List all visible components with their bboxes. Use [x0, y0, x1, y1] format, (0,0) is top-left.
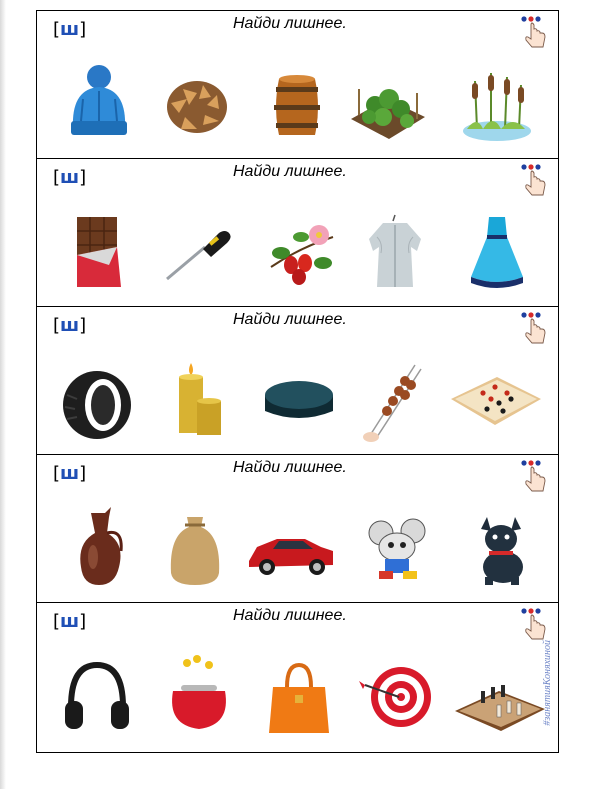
task-title: Найди лишнее. [233, 15, 347, 32]
marker-bracket-open: [ [53, 611, 61, 632]
garden-bed-picture[interactable] [347, 59, 427, 149]
car-picture[interactable] [243, 503, 339, 593]
sound-marker [53, 19, 86, 40]
tire-picture[interactable] [57, 355, 137, 445]
task-title: Найди лишнее. [233, 163, 347, 180]
page-edge [0, 0, 6, 789]
knit-hat-picture[interactable] [59, 59, 139, 149]
picture-row [37, 355, 558, 451]
cartoon-mouse-picture[interactable] [357, 503, 437, 593]
picture-row [37, 503, 558, 599]
exercise-card-2 [37, 159, 558, 307]
hand-pointer-icon [518, 163, 548, 197]
marker-bracket-open: [ [53, 19, 61, 40]
marker-bracket-close: ] [79, 315, 87, 336]
cartoon-dog-picture[interactable] [461, 503, 541, 593]
hand-pointer-icon [518, 311, 548, 345]
dress-picture[interactable] [457, 207, 537, 297]
target-picture[interactable] [355, 651, 435, 741]
marker-sound: ш [60, 315, 80, 336]
chocolate-bar-picture[interactable] [59, 207, 139, 297]
marker-bracket-close: ] [79, 611, 87, 632]
task-title: Найди лишнее. [233, 459, 347, 476]
barrel-picture[interactable] [257, 59, 337, 149]
marker-sound: ш [60, 463, 80, 484]
exercise-card-3 [37, 307, 558, 455]
marker-sound: ш [60, 19, 80, 40]
task-title: Найди лишнее. [233, 607, 347, 624]
marker-bracket-close: ] [79, 463, 87, 484]
exercise-card-1 [37, 11, 558, 159]
rosehip-branch-picture[interactable] [261, 207, 341, 297]
watermark-text: #занятияКоняхиной [542, 640, 553, 726]
purse-picture[interactable] [159, 651, 239, 741]
marker-bracket-open: [ [53, 315, 61, 336]
chess-board-picture[interactable] [451, 651, 547, 741]
hand-pointer-icon [518, 15, 548, 49]
sound-marker [53, 611, 86, 632]
picture-row [37, 207, 558, 303]
hand-pointer-icon [518, 607, 548, 641]
candles-picture[interactable] [161, 355, 241, 445]
picture-row [37, 59, 558, 155]
screwdriver-picture[interactable] [159, 207, 239, 297]
worksheet-frame [36, 10, 559, 753]
jug-picture[interactable] [61, 503, 141, 593]
exercise-card-5 [37, 603, 558, 751]
sound-marker [53, 463, 86, 484]
task-title: Найди лишнее. [233, 311, 347, 328]
pine-cone-picture[interactable] [157, 59, 237, 149]
picture-row [37, 651, 558, 747]
exercise-card-4 [37, 455, 558, 603]
marker-bracket-close: ] [79, 167, 87, 188]
headphones-picture[interactable] [57, 651, 137, 741]
marker-bracket-open: [ [53, 463, 61, 484]
handbag-picture[interactable] [259, 651, 339, 741]
checkers-board-picture[interactable] [447, 355, 543, 445]
hockey-puck-picture[interactable] [259, 355, 339, 445]
marker-bracket-close: ] [79, 19, 87, 40]
sack-picture[interactable] [155, 503, 235, 593]
marker-bracket-open: [ [53, 167, 61, 188]
fur-coat-picture[interactable] [355, 207, 435, 297]
marker-sound: ш [60, 611, 80, 632]
skewer-picture[interactable] [355, 355, 435, 445]
reeds-picture[interactable] [457, 59, 537, 149]
hand-pointer-icon [518, 459, 548, 493]
marker-sound: ш [60, 167, 80, 188]
sound-marker [53, 315, 86, 336]
sound-marker [53, 167, 86, 188]
